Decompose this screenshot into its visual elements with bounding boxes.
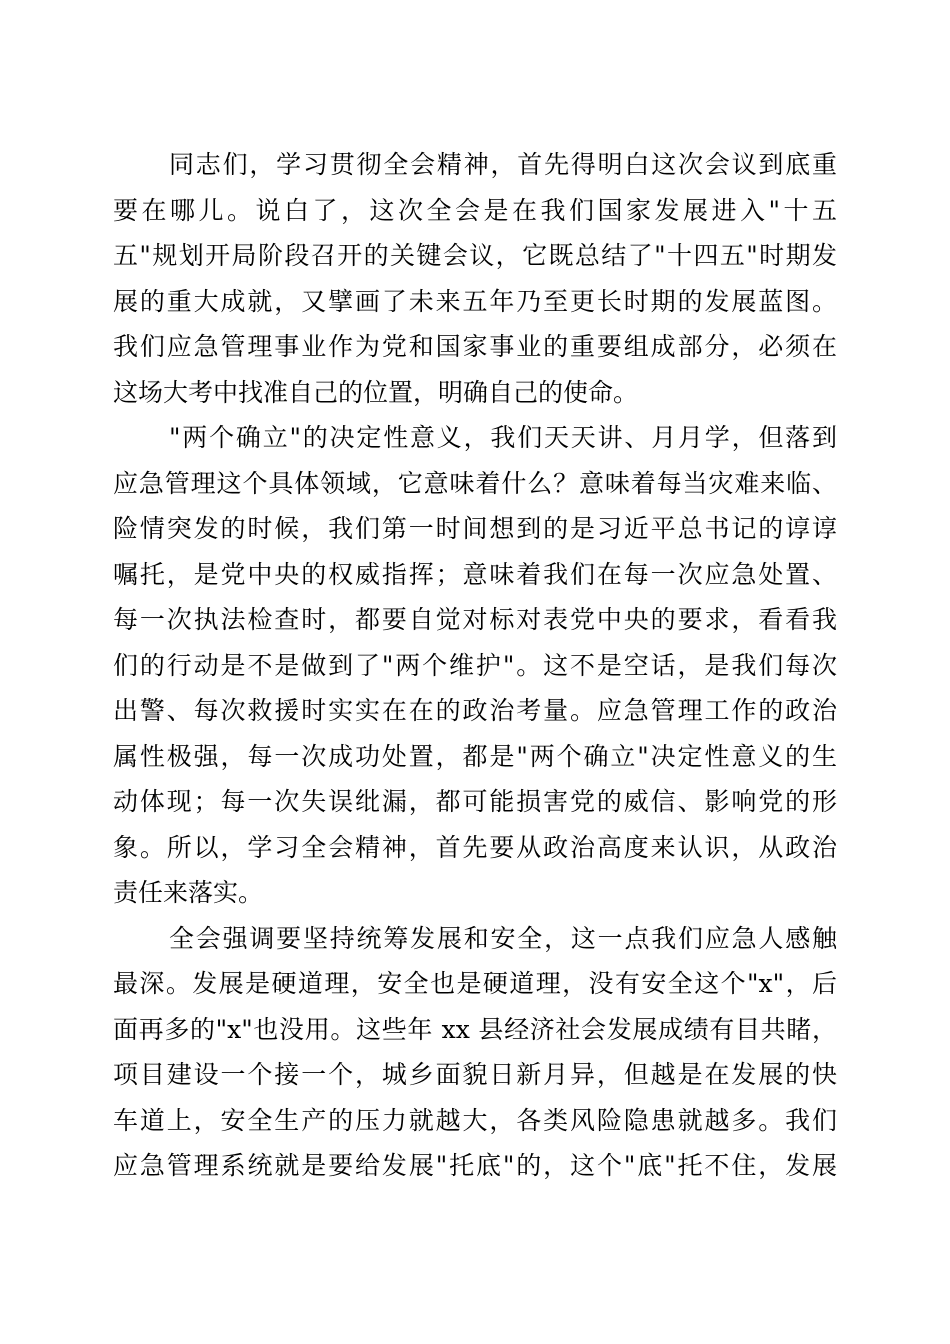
text-line: 出警、每次救援时实实在在的政治考量。应急管理工作的政治 [113,696,837,725]
text-line: 应急管理这个具体领域，它意味着什么？意味着每当灾难来临、 [113,468,837,498]
text-line: 面再多的"x"也没用。这些年 xx 县经济社会发展成绩有目共睹， [113,1014,837,1044]
text-line: 车道上，安全生产的压力就越大，各类风险隐患就越多。我们 [113,1105,837,1135]
text-line: 要在哪儿。说白了，这次全会是在我们国家发展进入"十五 [113,195,837,225]
text-line: 项目建设一个接一个，城乡面貌日新月异，但越是在发展的快 [113,1060,837,1089]
paragraph-2 [113,415,837,916]
text-line: 全会强调要坚持统筹发展和安全，这一点我们应急人感触 [169,923,837,953]
text-line: 动体现；每一次失误纰漏，都可能损害党的威信、影响党的形 [113,787,837,816]
text-line: "两个确立"的决定性意义，我们天天讲、月月学，但落到 [169,423,837,452]
text-line: 最深。发展是硬道理，安全也是硬道理，没有安全这个"x"，后 [113,969,837,998]
text-line: 险情突发的时候，我们第一时间想到的是习近平总书记的谆谆 [113,514,837,543]
paragraph-3 [113,916,837,1189]
text-line: 责任来落实。 [113,878,264,907]
text-line: 嘱托，是党中央的权威指挥；意味着我们在每一次应急处置、 [113,559,837,589]
text-line: 我们应急管理事业作为党和国家事业的重要组成部分，必须在 [113,332,837,361]
text-line: 属性极强，每一次成功处置，都是"两个确立"决定性意义的生 [113,741,837,771]
text-line: 展的重大成就，又擘画了未来五年乃至更长时期的发展蓝图。 [113,286,837,316]
text-line: 每一次执法检查时，都要自觉对标对表党中央的要求，看看我 [113,605,837,634]
text-line: 象。所以，学习全会精神，首先要从政治高度来认识，从政治 [113,832,837,862]
text-line: 应急管理系统就是要给发展"托底"的，这个"底"托不住，发展 [113,1151,837,1180]
text-line: 这场大考中找准自己的位置，明确自己的使命。 [113,377,639,407]
text-line: 同志们，学习贯彻全会精神，首先得明白这次会议到底重 [169,150,837,179]
text-line: 五"规划开局阶段召开的关键会议，它既总结了"十四五"时期发 [113,241,837,270]
document-body [113,142,837,1189]
paragraph-1 [113,142,837,415]
text-line: 们的行动是不是做到了"两个维护"。这不是空话，是我们每次 [113,650,837,680]
